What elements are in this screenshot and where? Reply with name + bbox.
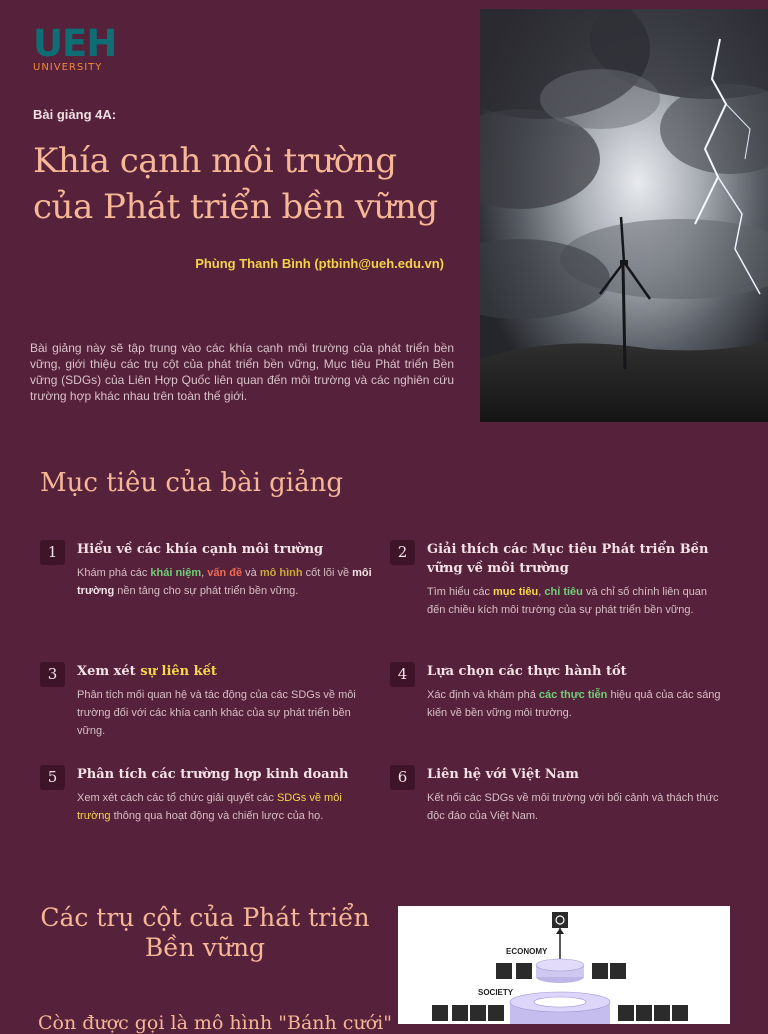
logo-wordmark: UEH <box>33 22 117 65</box>
objective-title: Xem xét sự liên kết <box>77 664 217 679</box>
objective-description: Khám phá các khái niệm, vấn đề và mô hình cốt lõi về môi trường nền tảng cho sự phát triển bền vững. <box>77 567 372 597</box>
objective-title: Lựa chọn các thực hành tốt <box>427 664 627 679</box>
objective-title: Hiểu về các khía cạnh môi trường <box>77 542 324 557</box>
objective-description: Phân tích mối quan hệ và tác động của các SDGs về môi trường đối với các khía cạnh khác của sự phát triển bền vững. <box>77 689 356 737</box>
wind-turbine-storm-image <box>480 9 768 422</box>
title-line-1: Khía cạnh môi trường <box>33 141 397 181</box>
highlight-term: các thực tiễn <box>538 689 608 701</box>
highlight-term: mô hình <box>259 567 303 579</box>
objective-description: Xem xét cách các tổ chức giải quyết các SDGs về môi trường thông qua hoạt động và chiến lược của họ. <box>77 792 342 822</box>
intro-paragraph: Bài giảng này sẽ tập trung vào các khía cạnh môi trường của phát triển bền vững, giới thiệu các trụ cột của phát triển bền vững, Mục tiêu Phát triển Bền vững (SDGs) của Liên Hợp Quốc liên quan đến môi trường và các nghiên cứu trường hợp khác nhau trên toàn thế giới. <box>30 341 454 403</box>
objective-number-badge: 5 <box>40 765 65 790</box>
society-label: SOCIETY <box>478 988 514 997</box>
sdg-wedding-cake-diagram <box>398 906 730 1024</box>
logo-subtitle: UNIVERSITY <box>33 62 103 73</box>
objective-number-badge: 4 <box>390 662 415 687</box>
objective-title: Liên hệ với Việt Nam <box>427 767 579 782</box>
pillars-heading: Các trụ cột của Phát triển Bền vững <box>40 903 370 962</box>
economy-label: ECONOMY <box>506 947 548 956</box>
objective-title: Phân tích các trường hợp kinh doanh <box>77 767 349 782</box>
page-title <box>33 138 473 230</box>
highlight-term: vấn đề <box>207 567 243 579</box>
highlight-term: SDGs về môi trường <box>77 792 342 822</box>
author-credit: Phùng Thanh Bình (ptbinh@ueh.edu.vn) <box>195 256 444 271</box>
ueh-logo <box>33 22 117 73</box>
objective-title: Giải thích các Mục tiêu Phát triển Bền vững về môi trường <box>427 542 709 576</box>
objective-number-badge: 1 <box>40 540 65 565</box>
objective-number-badge: 3 <box>40 662 65 687</box>
objective-number-badge: 2 <box>390 540 415 565</box>
title-line-2: của Phát triển bền vững <box>33 187 438 227</box>
highlight-term: môi trường <box>77 567 372 597</box>
objective-description: Kết nối các SDGs về môi trường với bối cảnh và thách thức độc đáo của Việt Nam. <box>427 792 719 822</box>
objective-number-badge: 6 <box>390 765 415 790</box>
highlight-term: khái niệm <box>150 567 202 579</box>
highlight-term: mục tiêu <box>493 586 539 598</box>
objective-description: Tìm hiểu các mục tiêu, chỉ tiêu và chỉ số chính liên quan đến chiều kích môi trường của sự phát triển bền vững. <box>427 586 708 616</box>
lecture-label: Bài giảng 4A: <box>33 107 117 122</box>
highlight-term: sự liên kết <box>140 664 217 679</box>
highlight-term: chỉ tiêu <box>544 586 583 598</box>
objectives-heading: Mục tiêu của bài giảng <box>40 468 343 498</box>
pillars-subtitle: Còn được gọi là mô hình "Bánh cưới" <box>38 1012 392 1034</box>
objective-description: Xác định và khám phá các thực tiễn hiệu quả của các sáng kiến về bền vững môi trường. <box>427 689 721 719</box>
